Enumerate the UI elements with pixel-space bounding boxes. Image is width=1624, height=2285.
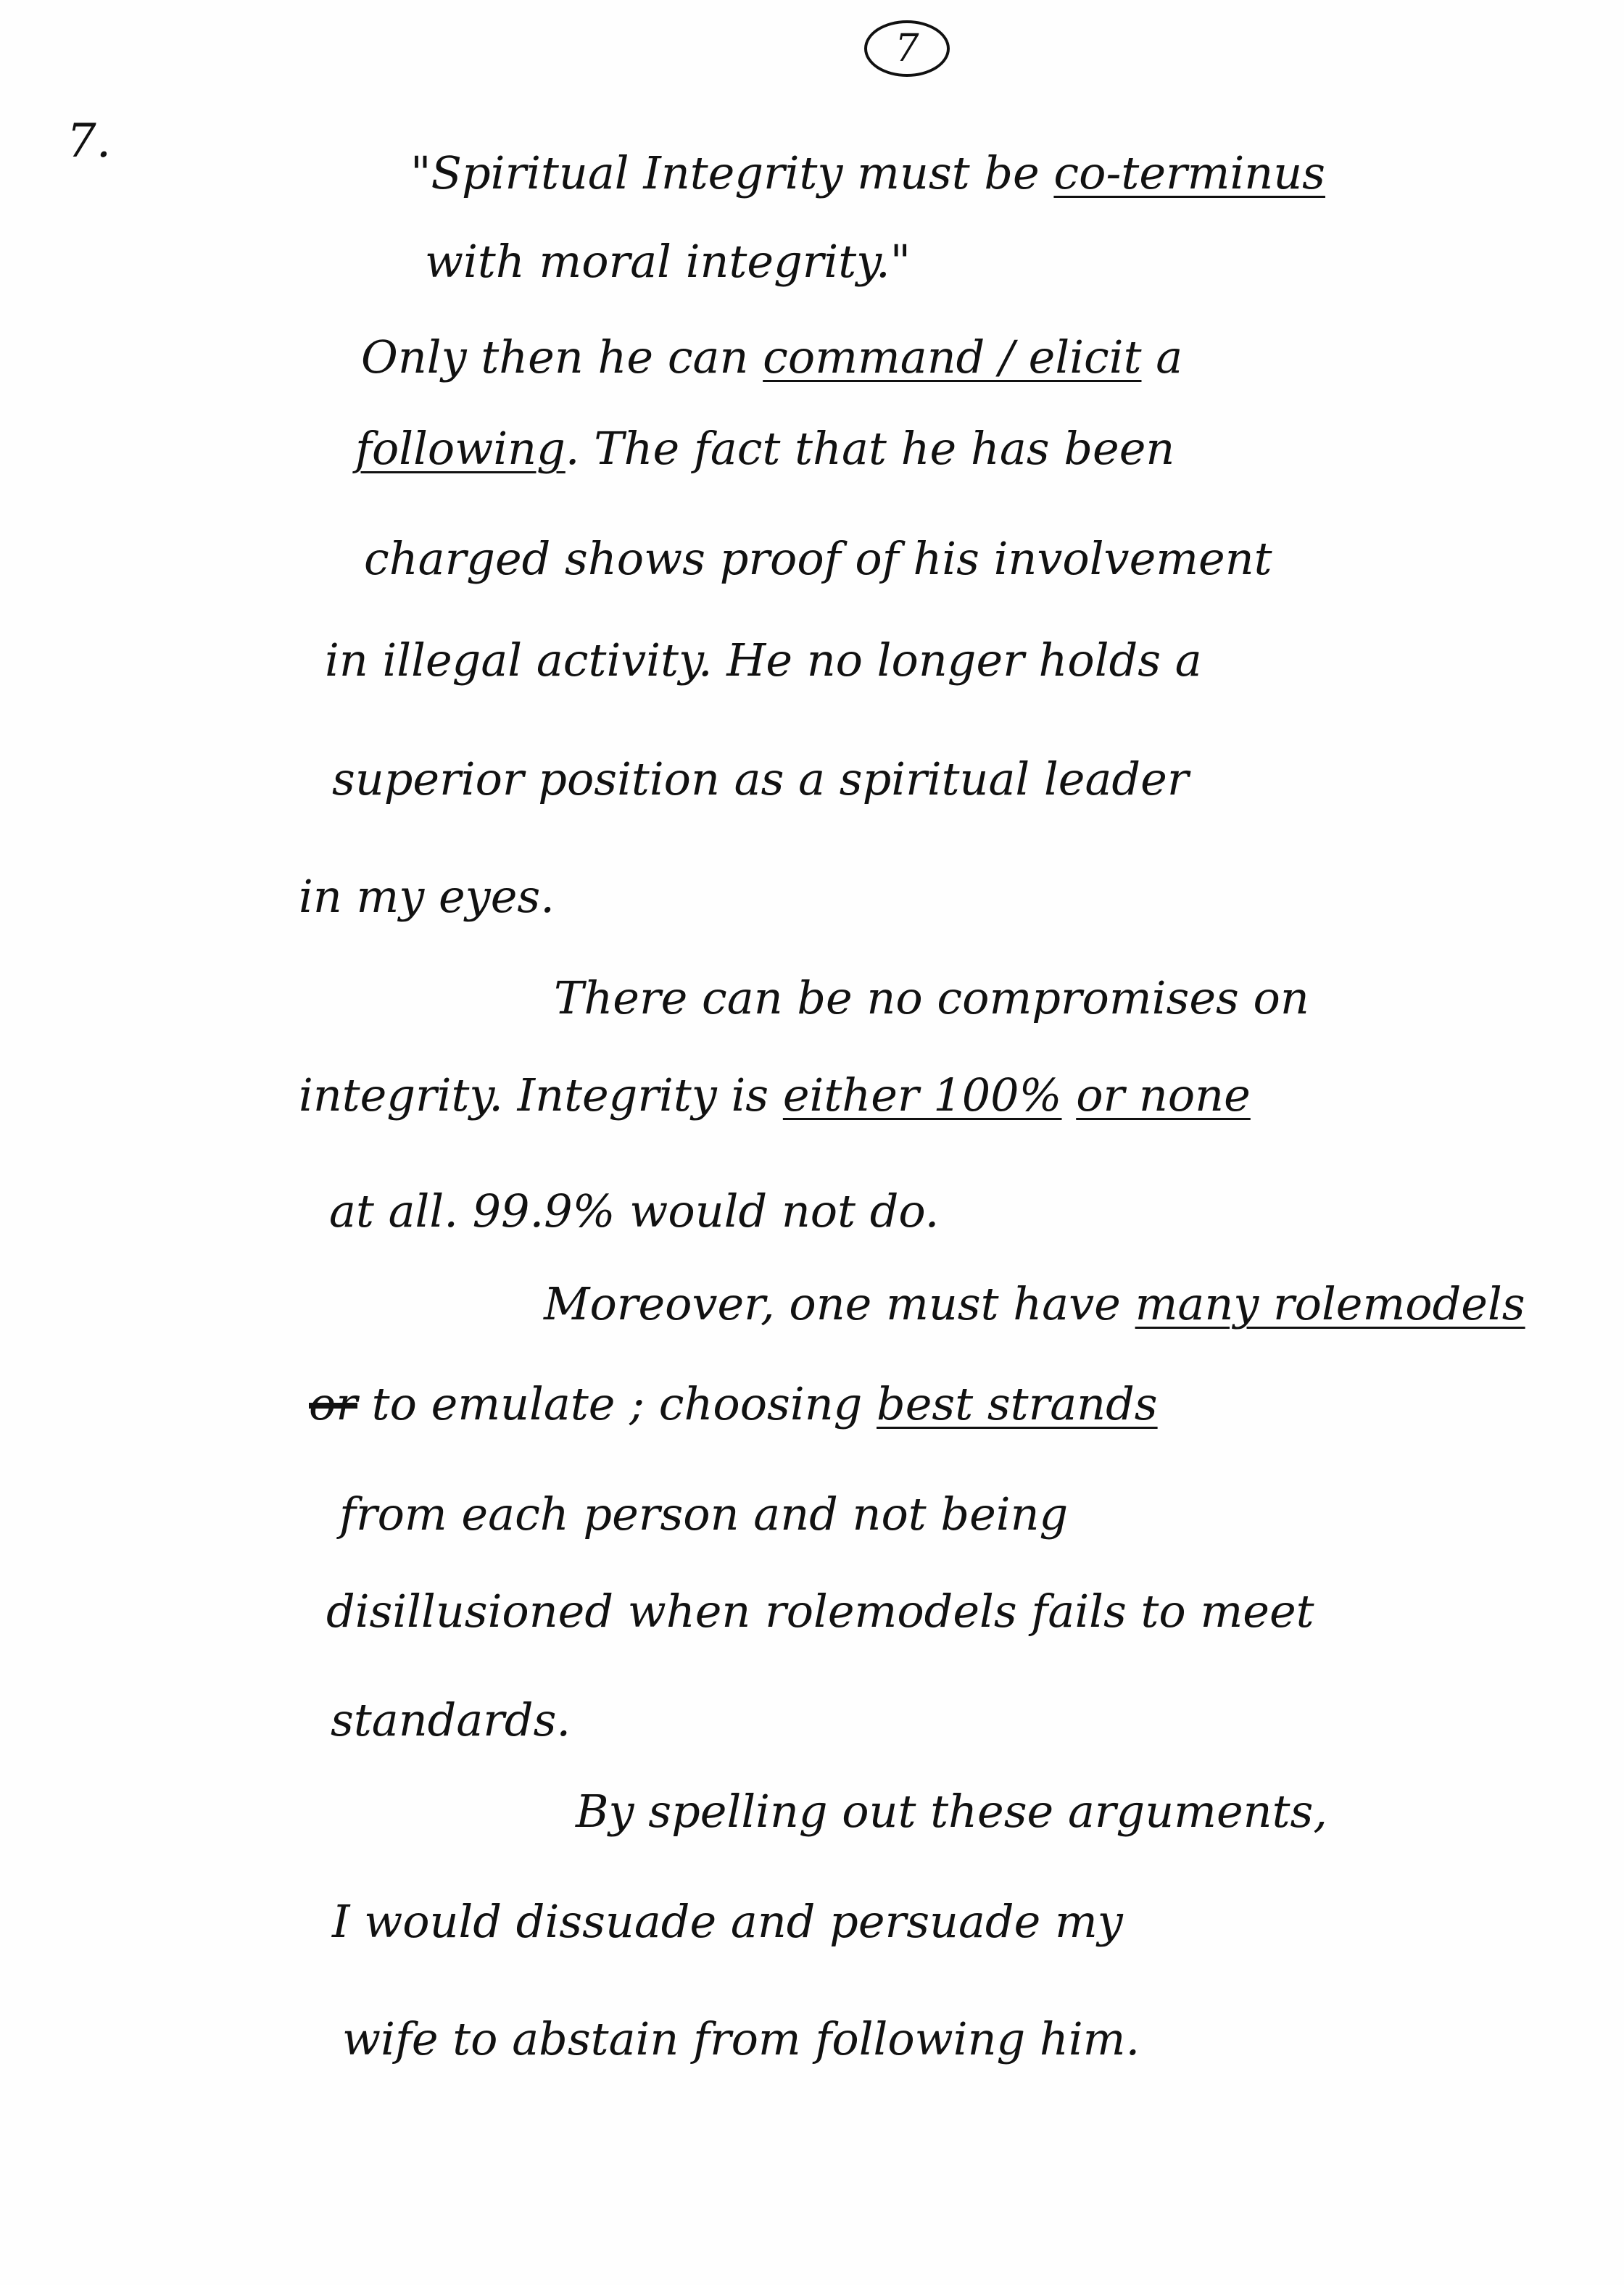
text-line-4: in illegal activity. He no longer holds a [325,634,1202,687]
underlined-best-strands: best strands [877,1377,1158,1430]
text-line-12: from each person and not being [339,1488,1069,1540]
text-line-16: I would dissuade and persuade my [332,1895,1123,1948]
text-line-17: wife to abstain from following him. [342,2012,1140,2065]
text-line-15: By spelling out these arguments, [576,1785,1328,1838]
underlined-or-none: or none [1076,1069,1251,1121]
quote-underlined-term: co-terminus [1053,146,1325,199]
text-line-3: charged shows proof of his involvement [364,532,1272,585]
text-line-1-a: Only then he can [361,331,763,383]
quote-line-1 [410,146,1325,199]
page-number-label: 7 [895,27,919,70]
text-line-7: There can be no compromises on [554,971,1309,1024]
quote-line-2: with moral integrity." [425,235,911,288]
struck-word: or [309,1377,357,1430]
quote-line-1-text: "Spiritual Integrity must be [410,146,1054,199]
underlined-following: following [355,422,566,475]
text-line-11 [309,1377,1158,1430]
text-line-8-b [1062,1069,1077,1121]
text-line-14: standards. [331,1693,571,1746]
text-line-2-b: . The fact that he has been [565,422,1175,475]
text-line-1-b: a [1141,331,1183,383]
text-line-1 [361,331,1183,383]
page-number [864,20,950,77]
text-line-6: in my eyes. [299,870,555,923]
question-number: 7. [67,115,112,168]
text-line-8 [299,1069,1251,1121]
text-line-5: superior position as a spiritual leader [332,752,1189,805]
text-line-10 [544,1277,1525,1330]
text-line-2 [355,422,1175,475]
underlined-many-rolemodels: many rolemodels [1135,1277,1525,1330]
text-line-10-a: Moreover, one must have [544,1277,1135,1330]
underlined-command-elicit: command / elicit [763,331,1142,383]
text-line-11-a: to emulate ; choosing [357,1377,877,1430]
text-line-9: at all. 99.9% would not do. [329,1185,940,1237]
underlined-either-100: either 100% [782,1069,1062,1121]
text-line-8-a: integrity. Integrity is [299,1069,783,1121]
text-line-13: disillusioned when rolemodels fails to meet [326,1585,1314,1638]
